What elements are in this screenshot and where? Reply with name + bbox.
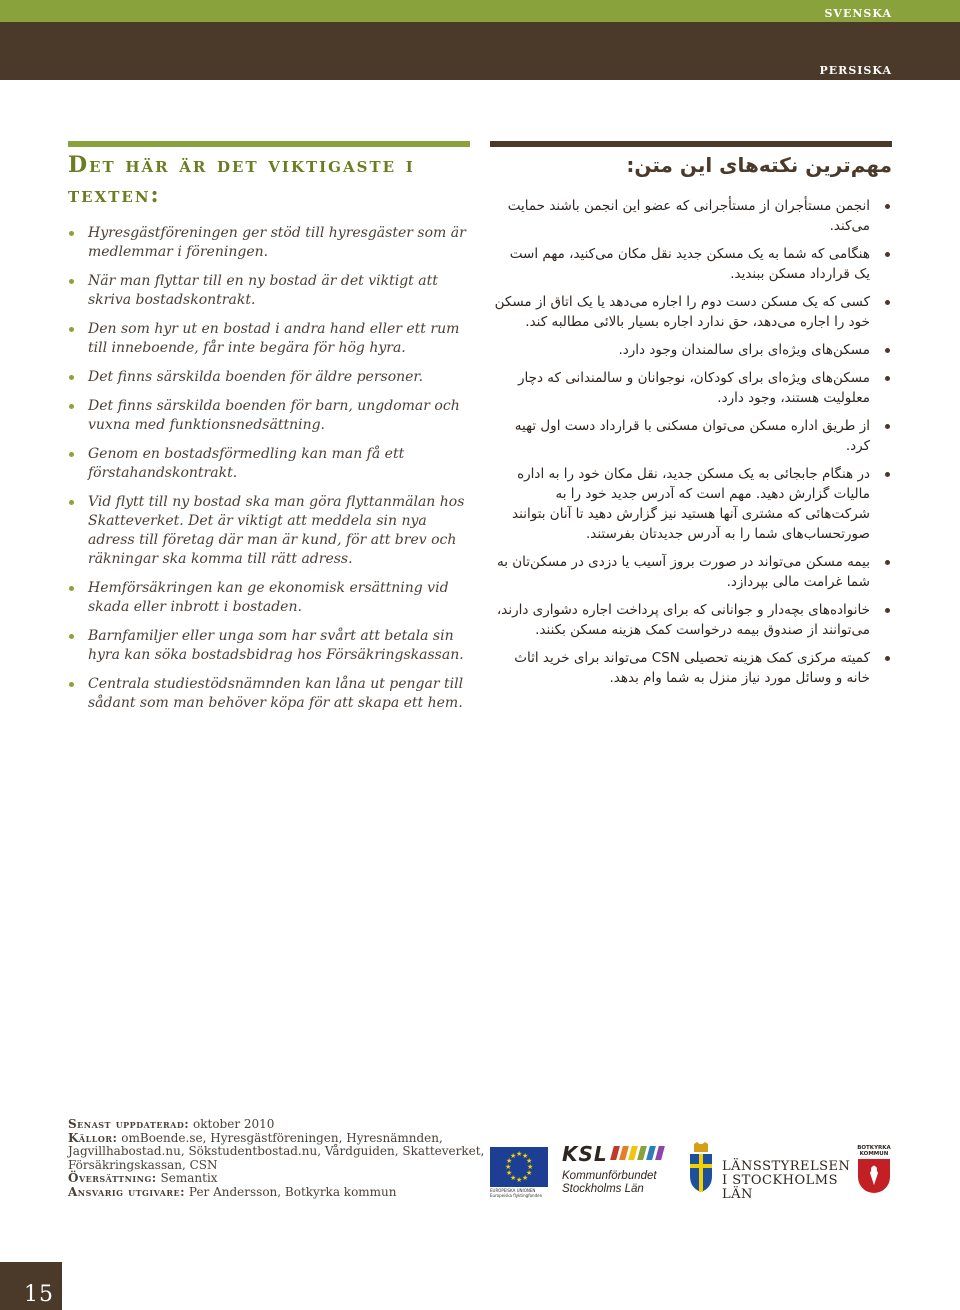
botkyrka-name: BOTKYRKA KOMMUN [857,1145,891,1157]
persian-heading: مهم‌ترین نکته‌های این متن: [626,153,892,177]
swedish-column [68,150,470,723]
persian-column [490,150,892,696]
list-item: Det finns särskilda boenden för äldre personer. [68,368,470,387]
list-item: هنگامی که شما به یک مسکن جدید نقل مکان می‌کنید، مهم است یک قرارداد مسکن ببندید. [490,244,892,284]
list-item: مسکن‌های ویژه‌ای برای کودکان، نوجوانان و سالمندانی که دچار معلولیت هستند، وجود دارد. [490,368,892,408]
bullet-icon [69,279,74,284]
bullet-icon [885,560,890,565]
bullet-icon [885,252,890,257]
list-item: خانواده‌های بچه‌دار و جوانانی که برای پرداخت اجاره دشواری دارند، می‌توانند از صندوق بیمه درخواست کمک هزینه مسکن بکنند. [490,600,892,640]
bullet-icon [885,424,890,429]
bullet-icon [885,656,890,661]
botkyrka-shield-icon [858,1159,890,1193]
swedish-column-rule [68,141,470,147]
bullet-icon [885,376,890,381]
translation-line: Översättning: Semantix [68,1171,218,1185]
bullet-icon [69,586,74,591]
list-item: انجمن مستأجران از مستأجرانی که عضو این انجمن باشند حمایت می‌کند. [490,196,892,236]
bullet-icon [69,327,74,332]
list-item: کسی که یک مسکن دست دوم را اجاره می‌دهد یا یک اتاق از مسکن خود را اجاره می‌دهد، حق ندارد اجاره بسیار بالائی مطالبه کند. [490,292,892,332]
language-label-swedish: svenska [824,3,892,21]
list-item: Det finns särskilda boenden för barn, ungdomar och vuxna med funktionsnedsättning. [68,397,470,435]
list-item: مسکن‌های ویژه‌ای برای سالمندان وجود دارد. [490,340,892,360]
bullet-icon [69,634,74,639]
publication-info [68,1118,488,1199]
list-item: از طریق اداره مسکن می‌توان مسکنی با قرارداد دست اول تهیه کرد. [490,416,892,456]
bullet-icon [69,452,74,457]
bullet-icon [69,231,74,236]
ksl-mark: KSL [562,1142,608,1166]
bullet-icon [885,204,890,209]
lansstyrelsen-logo [686,1140,851,1202]
eu-caption: EUROPEISKA UNIONEN Europeiska flyktingfonden [490,1188,543,1198]
bullet-icon [69,682,74,687]
persian-summary-list [490,196,892,688]
sources-line: Källor: omBoende.se, Hyresgästföreningen, Hyresnämnden, Jagvillhabostad.nu, Sökstudentbostad.nu, Vårdguiden, Skatteverket, Försäkringskassan, CSN [68,1130,485,1172]
list-item: När man flyttar till en ny bostad är det viktigt att skriva bostadskontrakt. [68,272,470,310]
ksl-logo [562,1142,682,1202]
list-item: Hyresgästföreningen ger stöd till hyresgäster som är medlemmar i föreningen. [68,224,470,262]
swedish-heading: Det här är det viktigaste i texten: [68,152,415,208]
language-label-persian: persiska [819,60,892,78]
list-item: بیمه مسکن می‌تواند در صورت بروز آسیب یا دزدی در مسکن‌تان به شما غرامت مالی بپردازد. [490,552,892,592]
lansstyrelsen-name: LÄNSSTYRELSEN I STOCKHOLMS LÄN [722,1159,851,1202]
header-green-band [0,0,960,22]
crown-crest-icon [688,1142,714,1194]
persian-column-rule [490,141,892,147]
list-item: کمیته مرکزی کمک هزینه تحصیلی CSN می‌تواند برای خرید اثاث خانه و وسائل مورد نیاز منزل به شما وام بدهد. [490,648,892,688]
list-item: Vid flytt till ny bostad ska man göra flyttanmälan hos Skatteverket. Det är viktigt att meddela sin nya adress till företag där man är kund, för att brev och räkningar ska komma till rätt adress. [68,493,470,569]
ksl-name: Kommunförbundet Stockholms Län [562,1170,657,1195]
bullet-icon [885,608,890,613]
publisher-line: Ansvarig utgivare: Per Andersson, Botkyrka kommun [68,1184,397,1199]
eu-flag-icon: ★ ★ ★ ★ ★ ★ ★ ★ ★ ★ ★ ★ [490,1147,548,1187]
list-item: Barnfamiljer eller unga som har svårt att betala sin hyra kan söka bostadsbidrag hos Försäkringskassan. [68,627,470,665]
list-item: Centrala studiestödsnämnden kan låna ut pengar till sådant som man behöver köpa för att skapa ett hem. [68,675,470,713]
swedish-summary-list [68,224,470,713]
bullet-icon [885,348,890,353]
list-item: Hemförsäkringen kan ge ekonomisk ersättning vid skada eller inbrott i bostaden. [68,579,470,617]
updated-line: Senast uppdaterad: oktober 2010 [68,1117,275,1131]
eu-logo [490,1147,548,1197]
ksl-stripes-icon [612,1146,666,1160]
bullet-icon [69,500,74,505]
bullet-icon [885,472,890,477]
page-number: 15 [24,1282,54,1307]
bullet-icon [69,375,74,380]
list-item: Den som hyr ut en bostad i andra hand eller ett rum till inneboende, får inte begära för hög hyra. [68,320,470,358]
botkyrka-logo [854,1145,894,1197]
header-brown-band [0,22,960,80]
bullet-icon [69,404,74,409]
bullet-icon [885,300,890,305]
list-item: در هنگام جابجائی به یک مسکن جدید، نقل مکان خود را به اداره مالیات گزارش دهید. مهم است که آدرس جدید خود را به شرکت‌هائی که مشتری آنها هستید نیز گزارش دهید تا آنان بتوانند صورتحساب‌های شما را به آدرس جدیدتان بفرستند. [490,464,892,544]
list-item: Genom en bostadsförmedling kan man få ett förstahandskontrakt. [68,445,470,483]
